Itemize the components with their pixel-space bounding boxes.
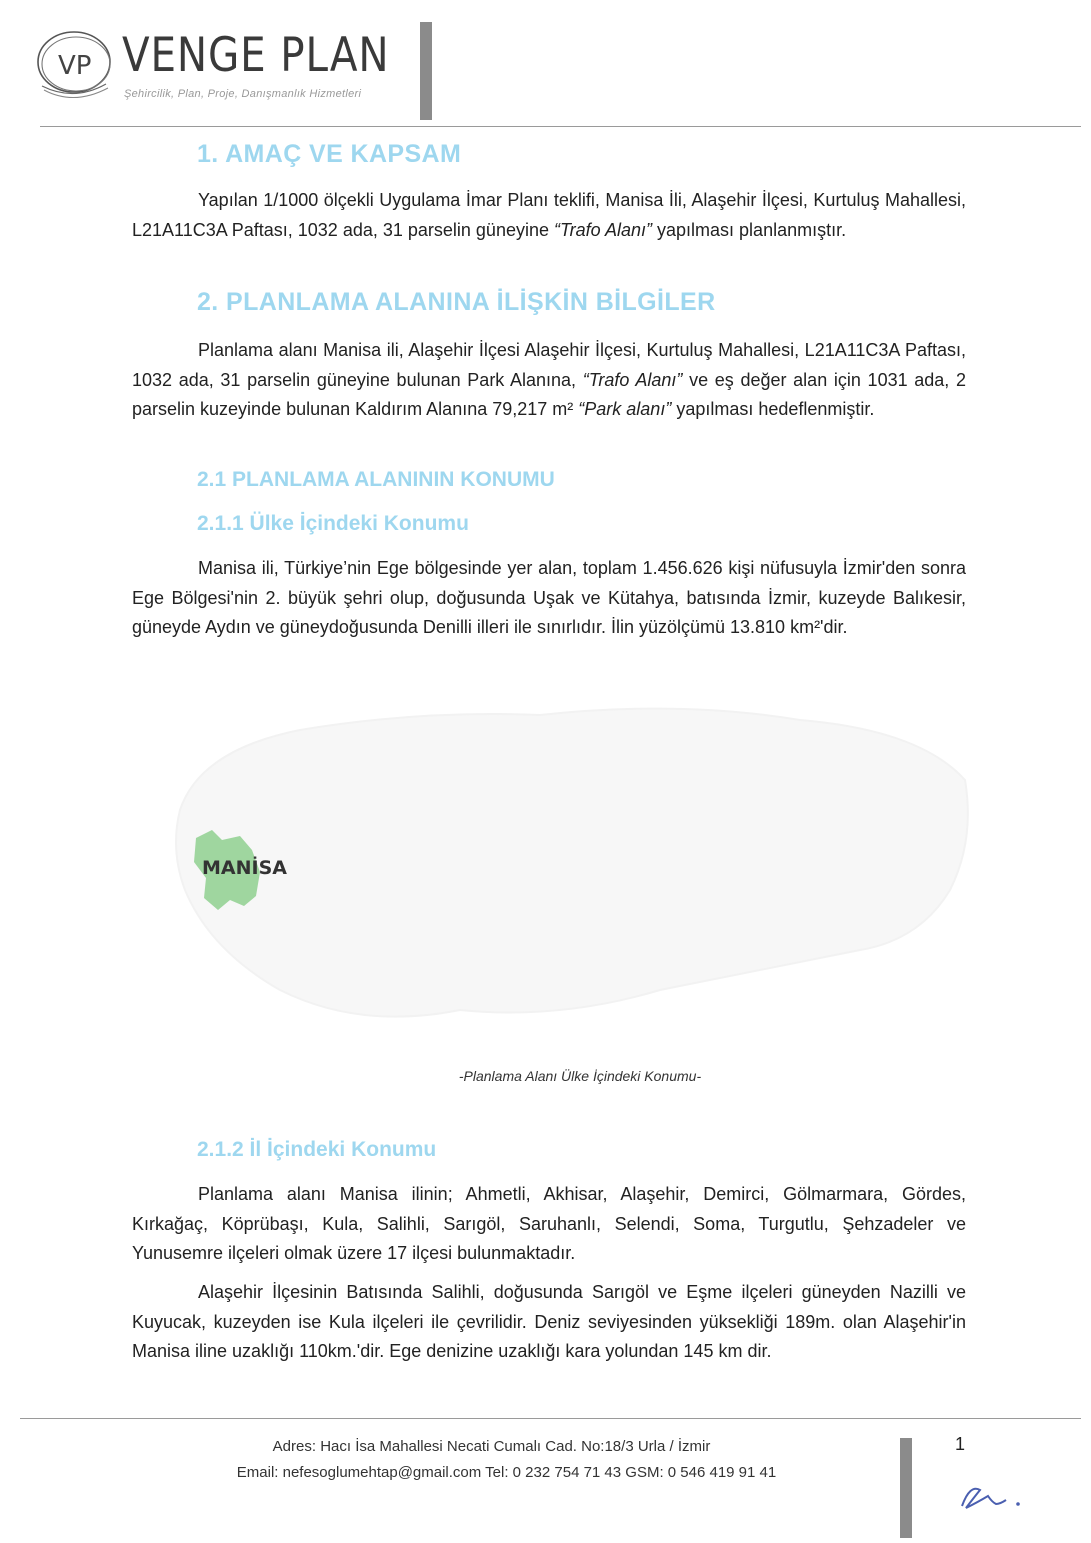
section-paragraph-il-1: Planlama alanı Manisa ilinin; Ahmetli, Akhisar, Alaşehir, Demirci, Gölmarmara, Gördes, Kırkağaç, Köprübaşı, Kula, Salihli, Sarıgöl, Saruhanlı, Selendi, Soma, Turgutlu, Şehzadeler ve Yunusemre ilçeleri olmak üzere 17 ilçesi bulunmaktadır. (132, 1184, 966, 1263)
logo-subtitle: Şehircilik, Plan, Proje, Danışmanlık Hizmetleri (124, 88, 362, 100)
section-paragraph-il-2: Alaşehir İlçesinin Batısında Salihli, doğusunda Sarıgöl ve Eşme ilçeleri güneyden Nazilli ve Kuyucak, kuzeyden ise Kula ilçeleri ile çevrilidir. Deniz seviyesinden yüksekliği 189m. olan Alaşehir'in Manisa iline uzaklığı 110km.'dir. Ege denizine uzaklığı kara yolundan 145 km dir. (132, 1282, 966, 1361)
footer-address: Adres: Hacı İsa Mahallesi Necati Cumalı Cad. No:18/3 Urla / İzmir (272, 1438, 711, 1455)
logo-initials: VP (58, 51, 92, 81)
map-label-manisa: MANİSA (202, 857, 287, 879)
footer-divider-bar (900, 1438, 912, 1538)
signature-mark (958, 1478, 1028, 1518)
footer-rule (20, 1418, 1081, 1419)
turkey-outline (176, 709, 968, 1017)
page-number: 1 (955, 1434, 966, 1454)
section-heading-konum: 2.1 PLANLAMA ALANININ KONUMU (197, 468, 555, 491)
section-heading-planlama: 2. PLANLAMA ALANINA İLİŞKİN BİLGİLER (197, 288, 716, 316)
company-logo (34, 22, 434, 122)
logo-emblem-icon (34, 24, 118, 104)
turkey-location-map (160, 690, 980, 1040)
section-heading-ulke: 2.1.1 Ülke İçindeki Konumu (197, 512, 469, 535)
logo-divider-bar (420, 22, 432, 120)
section-paragraph-planlama: Planlama alanı Manisa ili, Alaşehir İlçesi Alaşehir İlçesi, Kurtuluş Mahallesi, L21A11C3A Paftası, 1032 ada, 31 parselin güneyine bulunan Park Alanına, “Trafo Alanı” ve eş değer alan için 1031 ada, 2 parselin kuzeyinde bulunan Kaldırım Alanına 79,217 m² “Park alanı” yapılması hedeflenmiştir. (132, 340, 966, 419)
footer-contact: Email: nefesoglumehtap@gmail.com Tel: 0 232 754 71 43 GSM: 0 546 419 91 41 (236, 1464, 777, 1481)
section-heading-il: 2.1.2 İl İçindeki Konumu (197, 1138, 437, 1161)
figure-caption: -Planlama Alanı Ülke İçindeki Konumu- (458, 1068, 702, 1084)
header-rule (40, 126, 1081, 127)
section-paragraph-amac: Yapılan 1/1000 ölçekli Uygulama İmar Planı teklifi, Manisa İli, Alaşehir İlçesi, Kurtuluş Mahallesi, L21A11C3A Paftası, 1032 ada, 31 parselin güneyine “Trafo Alanı” yapılması planlanmıştır. (132, 190, 966, 240)
section-paragraph-ulke: Manisa ili, Türkiye’nin Ege bölgesinde yer alan, toplam 1.456.626 kişi nüfusuyla İzmir'den sonra Ege Bölgesi'nin 2. büyük şehri olup, doğusunda Uşak ve Kütahya, batısında İzmir, kuzeyde Balıkesir, güneyde Aydın ve güneydoğusunda Denilli illeri ile sınırlıdır. İlin yüzölçümü 13.810 km²'dir. (132, 558, 966, 637)
section-heading-amac: 1. AMAÇ VE KAPSAM (197, 140, 462, 168)
logo-title: VENGE PLAN (122, 28, 390, 83)
